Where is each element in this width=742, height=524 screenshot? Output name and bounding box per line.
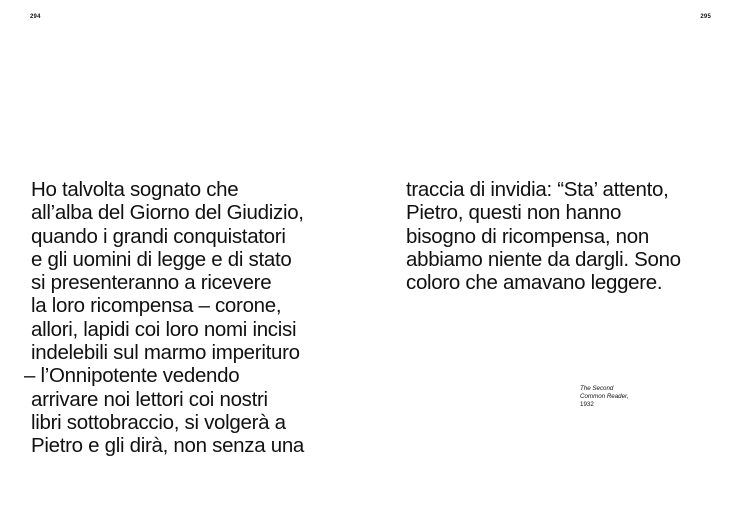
source-caption <box>580 385 629 409</box>
text-line: libri sottobraccio, si volgerà a <box>31 410 286 434</box>
text-line: si presenteranno a ricevere <box>31 271 272 295</box>
quote-text-right <box>406 178 681 294</box>
text-line: e gli uomini di legge e di stato <box>31 247 292 271</box>
text-line: quando i grandi conquistatori <box>31 224 286 248</box>
text-line: all’alba del Giorno del Giudizio, <box>31 201 304 225</box>
caption-title-line-2: Common Reader, <box>580 393 629 400</box>
text-line: traccia di invidia: “Sta’ attento, <box>406 178 669 201</box>
text-line: la loro ricompensa – corone, <box>31 294 282 318</box>
page-number-left: 294 <box>30 14 41 20</box>
quote-text-left <box>24 178 304 458</box>
page-number-right: 295 <box>700 14 711 20</box>
text-line: bisogno di ricompensa, non <box>406 224 649 248</box>
text-line: arrivare noi lettori coi nostri <box>31 387 268 411</box>
text-line: Ho talvolta sognato che <box>31 178 239 201</box>
text-line: coloro che amavano leggere. <box>406 271 663 295</box>
text-line: Pietro, questi non hanno <box>406 201 622 225</box>
caption-year: 1932 <box>580 401 594 408</box>
text-line: – l’Onnipotente vedendo <box>24 364 240 388</box>
text-line: abbiamo niente da dargli. Sono <box>406 247 681 271</box>
text-line: indelebili sul marmo imperituro <box>31 341 300 365</box>
caption-title-line-1: The Second <box>580 385 614 392</box>
text-line: Pietro e gli dirà, non senza una <box>31 434 305 458</box>
text-line: allori, lapidi coi loro nomi incisi <box>31 317 297 341</box>
